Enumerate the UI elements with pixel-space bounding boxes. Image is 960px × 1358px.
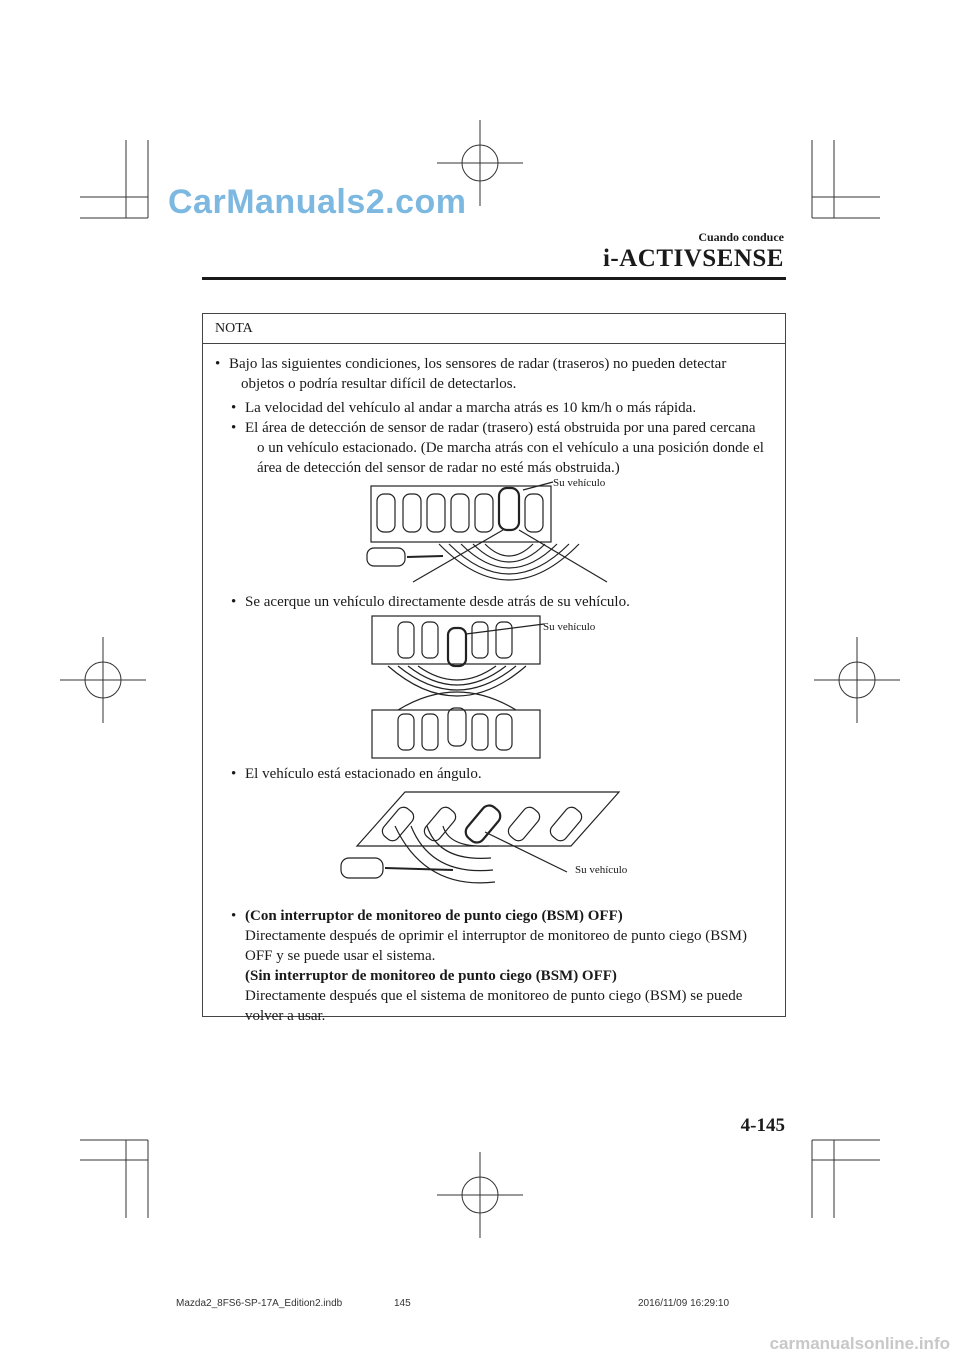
bsm-text: volver a usar. <box>245 1008 326 1024</box>
list-item-line: La velocidad del vehículo al andar a marcha atrás es 10 km/h o más rápida. <box>245 400 697 416</box>
note-intro-line: objetos o podría resultar difícil de detectarlos. <box>241 376 517 392</box>
approaching-car-icon <box>448 708 466 746</box>
note-header <box>203 314 785 344</box>
list-item <box>245 764 785 784</box>
approaching-car-icon <box>341 858 383 878</box>
bsm-text: OFF y se puede usar el sistema. <box>245 948 436 964</box>
bsm-heading: (Con interruptor de monitoreo de punto ciego (BSM) OFF) <box>245 908 623 924</box>
bsm-text: Directamente después de oprimir el interruptor de monitoreo de punto ciego (BSM) <box>245 928 747 944</box>
your-car-icon <box>462 802 503 845</box>
approaching-car-icon <box>367 548 405 566</box>
header-rule <box>202 277 786 280</box>
bsm-text: Directamente después que el sistema de monitoreo de punto ciego (BSM) se puede <box>245 988 743 1004</box>
bullet-dot: • <box>231 908 237 924</box>
watermark-site[interactable]: carmanualsonline.info <box>769 1334 950 1353</box>
bullet-dot: • <box>215 356 221 372</box>
bullet-dot: • <box>231 766 237 782</box>
note-intro-line: Bajo las siguientes condiciones, los sensores de radar (traseros) no pueden detectar <box>229 356 727 372</box>
section-label: Cuando conduce <box>698 230 784 244</box>
file-name: Mazda2_8FS6-SP-17A_Edition2.indb <box>176 1298 343 1309</box>
list-item-line: o un vehículo estacionado. (De marcha atrás con el vehículo a una posición donde el <box>257 440 764 456</box>
bullet-dot: • <box>231 420 237 436</box>
bsm-item <box>245 906 785 1026</box>
file-date: 2016/11/09 16:29:10 <box>638 1298 730 1309</box>
list-item-line: Se acerque un vehículo directamente desde atrás de su vehículo. <box>245 594 630 610</box>
watermark-logo[interactable]: CarManuals2.com <box>168 183 467 221</box>
figure-wall-obstruction <box>353 474 653 586</box>
bsm-heading: (Sin interruptor de monitoreo de punto ciego (BSM) OFF) <box>245 968 617 984</box>
list-item <box>245 592 785 612</box>
list-item <box>245 418 785 478</box>
your-car-icon <box>499 488 519 530</box>
figure-angle-parking <box>335 786 635 892</box>
bullet-dot: • <box>231 400 237 416</box>
note-intro <box>229 354 779 394</box>
page-number: 4-145 <box>740 1115 785 1136</box>
list-item <box>245 398 785 418</box>
chapter-title: i-ACTIVSENSE <box>602 245 784 272</box>
your-vehicle-label: Su vehículo <box>575 864 628 876</box>
note-box <box>202 313 786 1024</box>
your-vehicle-label: Su vehículo <box>553 477 606 489</box>
note-title: NOTA <box>215 321 253 336</box>
list-item-line: El área de detección de sensor de radar (trasero) está obstruida por una pared cercana <box>245 420 756 436</box>
bullet-dot: • <box>231 594 237 610</box>
list-item-line: área de detección del sensor de radar no esté más obstruida.) <box>257 460 620 476</box>
figure-approach-from-behind <box>368 614 548 764</box>
list-item-line: El vehículo está estacionado en ángulo. <box>245 766 482 782</box>
your-vehicle-label: Su vehículo <box>543 621 596 633</box>
your-car-icon <box>448 628 466 666</box>
file-page: 145 <box>394 1298 411 1309</box>
